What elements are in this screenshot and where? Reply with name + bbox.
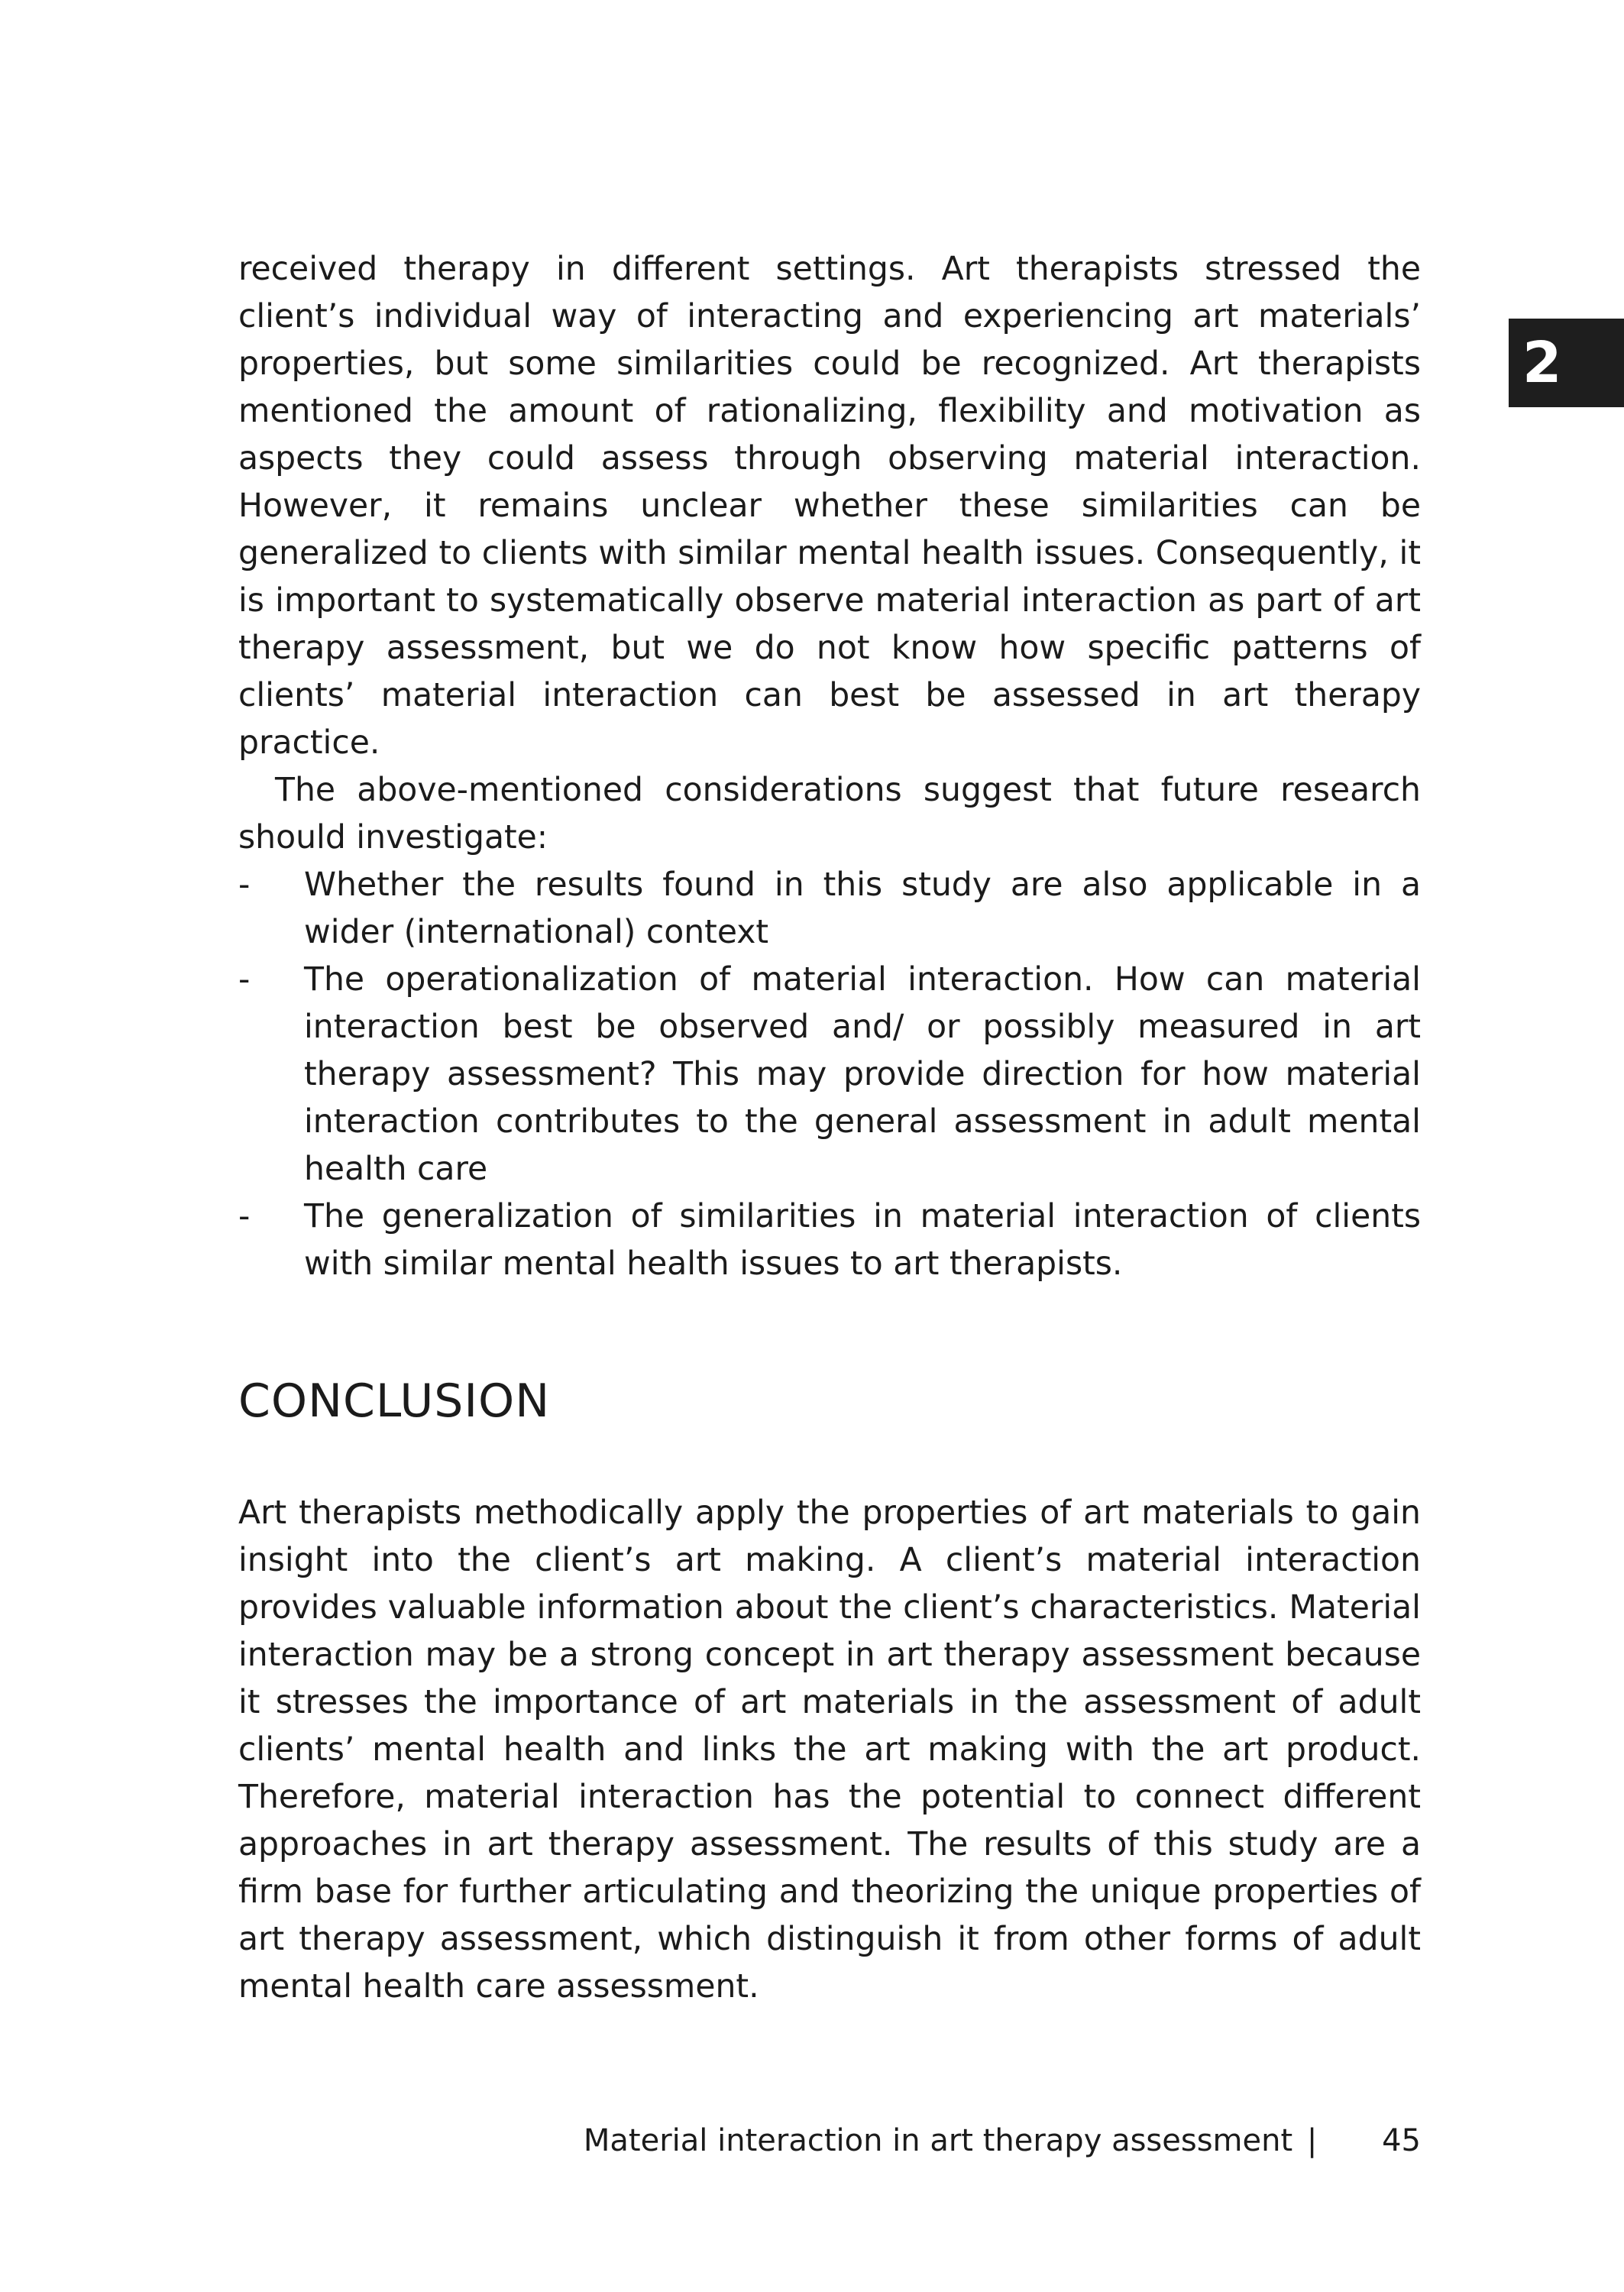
paragraph-1: received therapy in different settings. Art therapists stressed the client’s individual way of interacting and experiencing art materials’ properties, but some similarities could be recognized. Art therapists mentioned the amount of rationalizing, flexibility and motivation as aspects they could assess through observing material interaction. However, it remains unclear whether these similarities can be generalized to clients with similar mental health issues. Consequently, it is important to systematically observe material interaction as part of art therapy assessment, but we do not know how specific patterns of clients’ material interaction can best be assessed in art therapy practice. <box>238 251 1421 762</box>
paragraph-2: The above-mentioned considerations suggest that future research should investigate: <box>238 772 1421 856</box>
body-text <box>238 246 1421 2011</box>
research-list <box>238 862 1421 1288</box>
list-dash: - <box>238 961 251 999</box>
conclusion-paragraph: Art therapists methodically apply the properties of art materials to gain insight into the client’s art making. A client’s material interaction provides valuable information about the client’s characteristics. Material interaction may be a strong concept in art therapy assessment because it stresses the importance of art materials in the assessment of adult clients’ mental health and links the art making with the art product. Therefore, material interaction has the potential to connect different approaches in art therapy assessment. The results of this study are a firm base for further articulating and theorizing the unique properties of art therapy assessment, which distinguish it from other forms of adult mental health care assessment. <box>238 1494 1421 2006</box>
list-dash: - <box>238 866 251 904</box>
list-item-text: Whether the results found in this study are also applicable in a wider (international) context <box>304 866 1421 951</box>
chapter-tab: 2 <box>1509 319 1624 407</box>
footer-separator: | <box>1306 2123 1318 2158</box>
list-item-text: The generalization of similarities in material interaction of clients with similar mental health issues to art therapists. <box>304 1198 1421 1283</box>
conclusion-heading: CONCLUSION <box>238 1374 551 1428</box>
list-item <box>238 862 1421 957</box>
page-number: 45 <box>1382 2123 1421 2158</box>
list-item <box>238 957 1421 1193</box>
list-item <box>238 1193 1421 1288</box>
list-dash: - <box>238 1198 251 1235</box>
list-item-text: The operationalization of material interaction. How can material interaction best be observed and/ or possibly measured in art therapy assessment? This may provide direction for how material interaction contributes to the general assessment in adult mental health care <box>304 961 1421 1188</box>
running-title: Material interaction in art therapy assessment <box>583 2123 1293 2158</box>
page-footer <box>584 2118 1421 2164</box>
